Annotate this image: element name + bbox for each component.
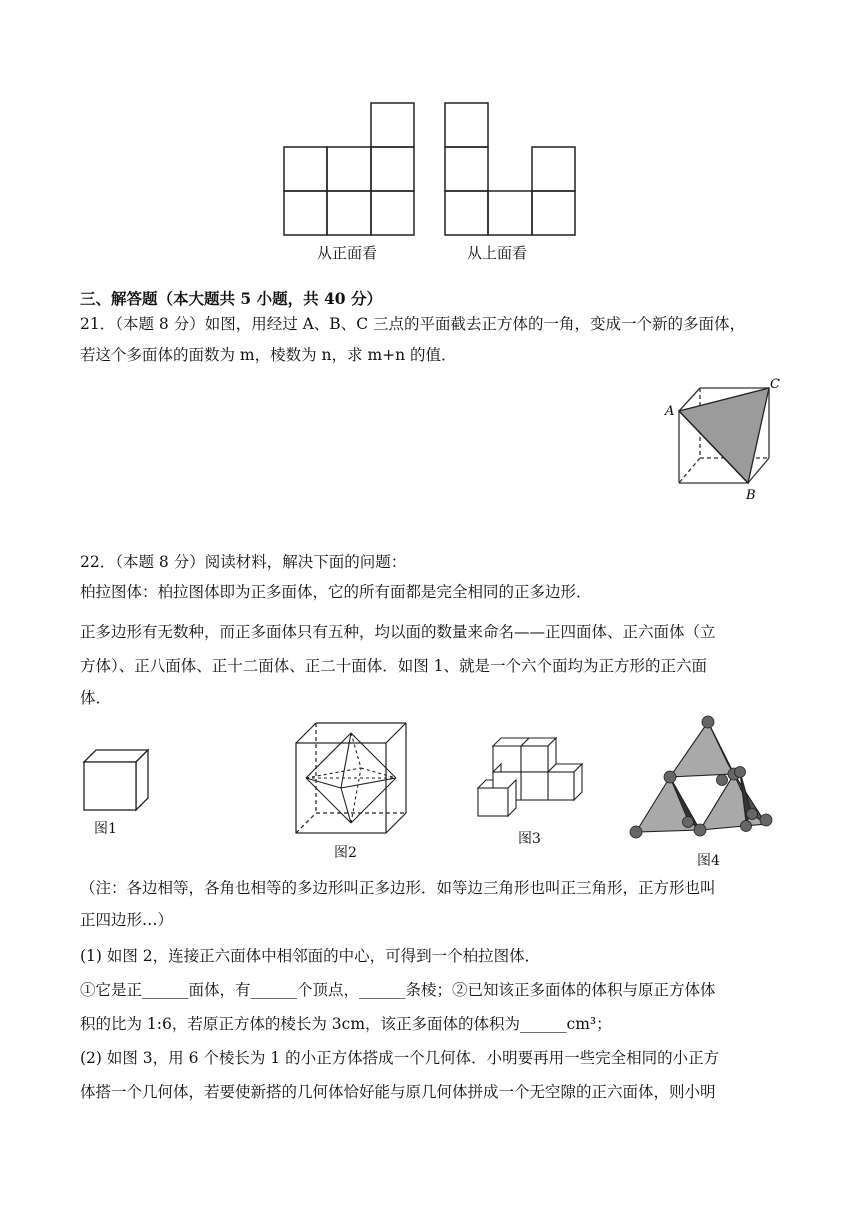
q22-line1: 22．（本题 8 分）阅读材料，解决下面的问题： bbox=[80, 553, 407, 571]
fig4-tetrahedra bbox=[628, 712, 778, 847]
front-view-caption: 从正面看 bbox=[317, 244, 378, 262]
q21-line2: 若这个多面体的面数为 m，棱数为 n，求 m+n 的值． bbox=[80, 346, 457, 364]
fig1-cube bbox=[82, 748, 152, 813]
fig3-caption: 图3 bbox=[518, 831, 541, 847]
top-view-grid bbox=[444, 102, 579, 237]
label-B: B bbox=[746, 488, 756, 503]
fig1-caption: 图1 bbox=[94, 821, 117, 837]
top-view-caption: 从上面看 bbox=[467, 244, 528, 262]
section-3-title: 三、解答题（本大题共 5 小题，共 40 分） bbox=[80, 289, 382, 308]
q22-part1: (1) 如图 2，连接正六面体中相邻面的中心，可得到一个柏拉图体． bbox=[80, 947, 541, 965]
q22-line3: 正多边形有无数种，而正多面体只有五种，均以面的数量来命名——正四面体、正六面体（立 bbox=[80, 623, 716, 641]
fig3-cube-structure bbox=[476, 736, 586, 821]
q22-line4: 方体）、正八面体、正十二面体、正二十面体．如图 1、就是一个六个面均为正方形的正六面 bbox=[80, 657, 708, 675]
q21-line1: 21．（本题 8 分）如图，用经过 A、B、C 三点的平面截去正方体的一角，变成一个新的多面体， bbox=[80, 315, 745, 333]
fig4-caption: 图4 bbox=[697, 853, 720, 869]
q22-part2-line1: (2) 如图 3，用 6 个棱长为 1 的小正方体搭成一个几何体．小明要再用一些完全相同的小正方 bbox=[80, 1049, 720, 1067]
front-view-grid bbox=[283, 102, 418, 237]
fig2-caption: 图2 bbox=[334, 845, 357, 861]
q22-note1: （注：各边相等，各角也相等的多边形叫正多边形．如等边三角形也叫正三角形，正方形也叫 bbox=[80, 879, 716, 897]
label-A: A bbox=[665, 404, 675, 419]
fig2-cube-octahedron bbox=[294, 720, 409, 835]
label-C: C bbox=[770, 377, 780, 392]
q22-note2: 正四边形…） bbox=[80, 911, 174, 929]
q22-line5: 体． bbox=[80, 689, 112, 707]
q22-part2-line2: 体搭一个几何体，若要使新搭的几何体恰好能与原几何体拼成一个无空隙的正六面体，则小明 bbox=[80, 1083, 716, 1101]
q21-cube-figure bbox=[662, 378, 782, 503]
q22-line2: 柏拉图体：柏拉图体即为正多面体，它的所有面都是完全相同的正多边形． bbox=[80, 583, 592, 601]
q22-part1-volume: 积的比为 1:6，若原正方体的棱长为 3cm，该正多面体的体积为______cm³； bbox=[80, 1015, 612, 1033]
q22-part1-blanks: ①它是正______面体，有______个顶点，______条棱；②已知该正多面体的体积与原正方体体 bbox=[80, 981, 716, 999]
q21-cut-section bbox=[679, 388, 769, 483]
